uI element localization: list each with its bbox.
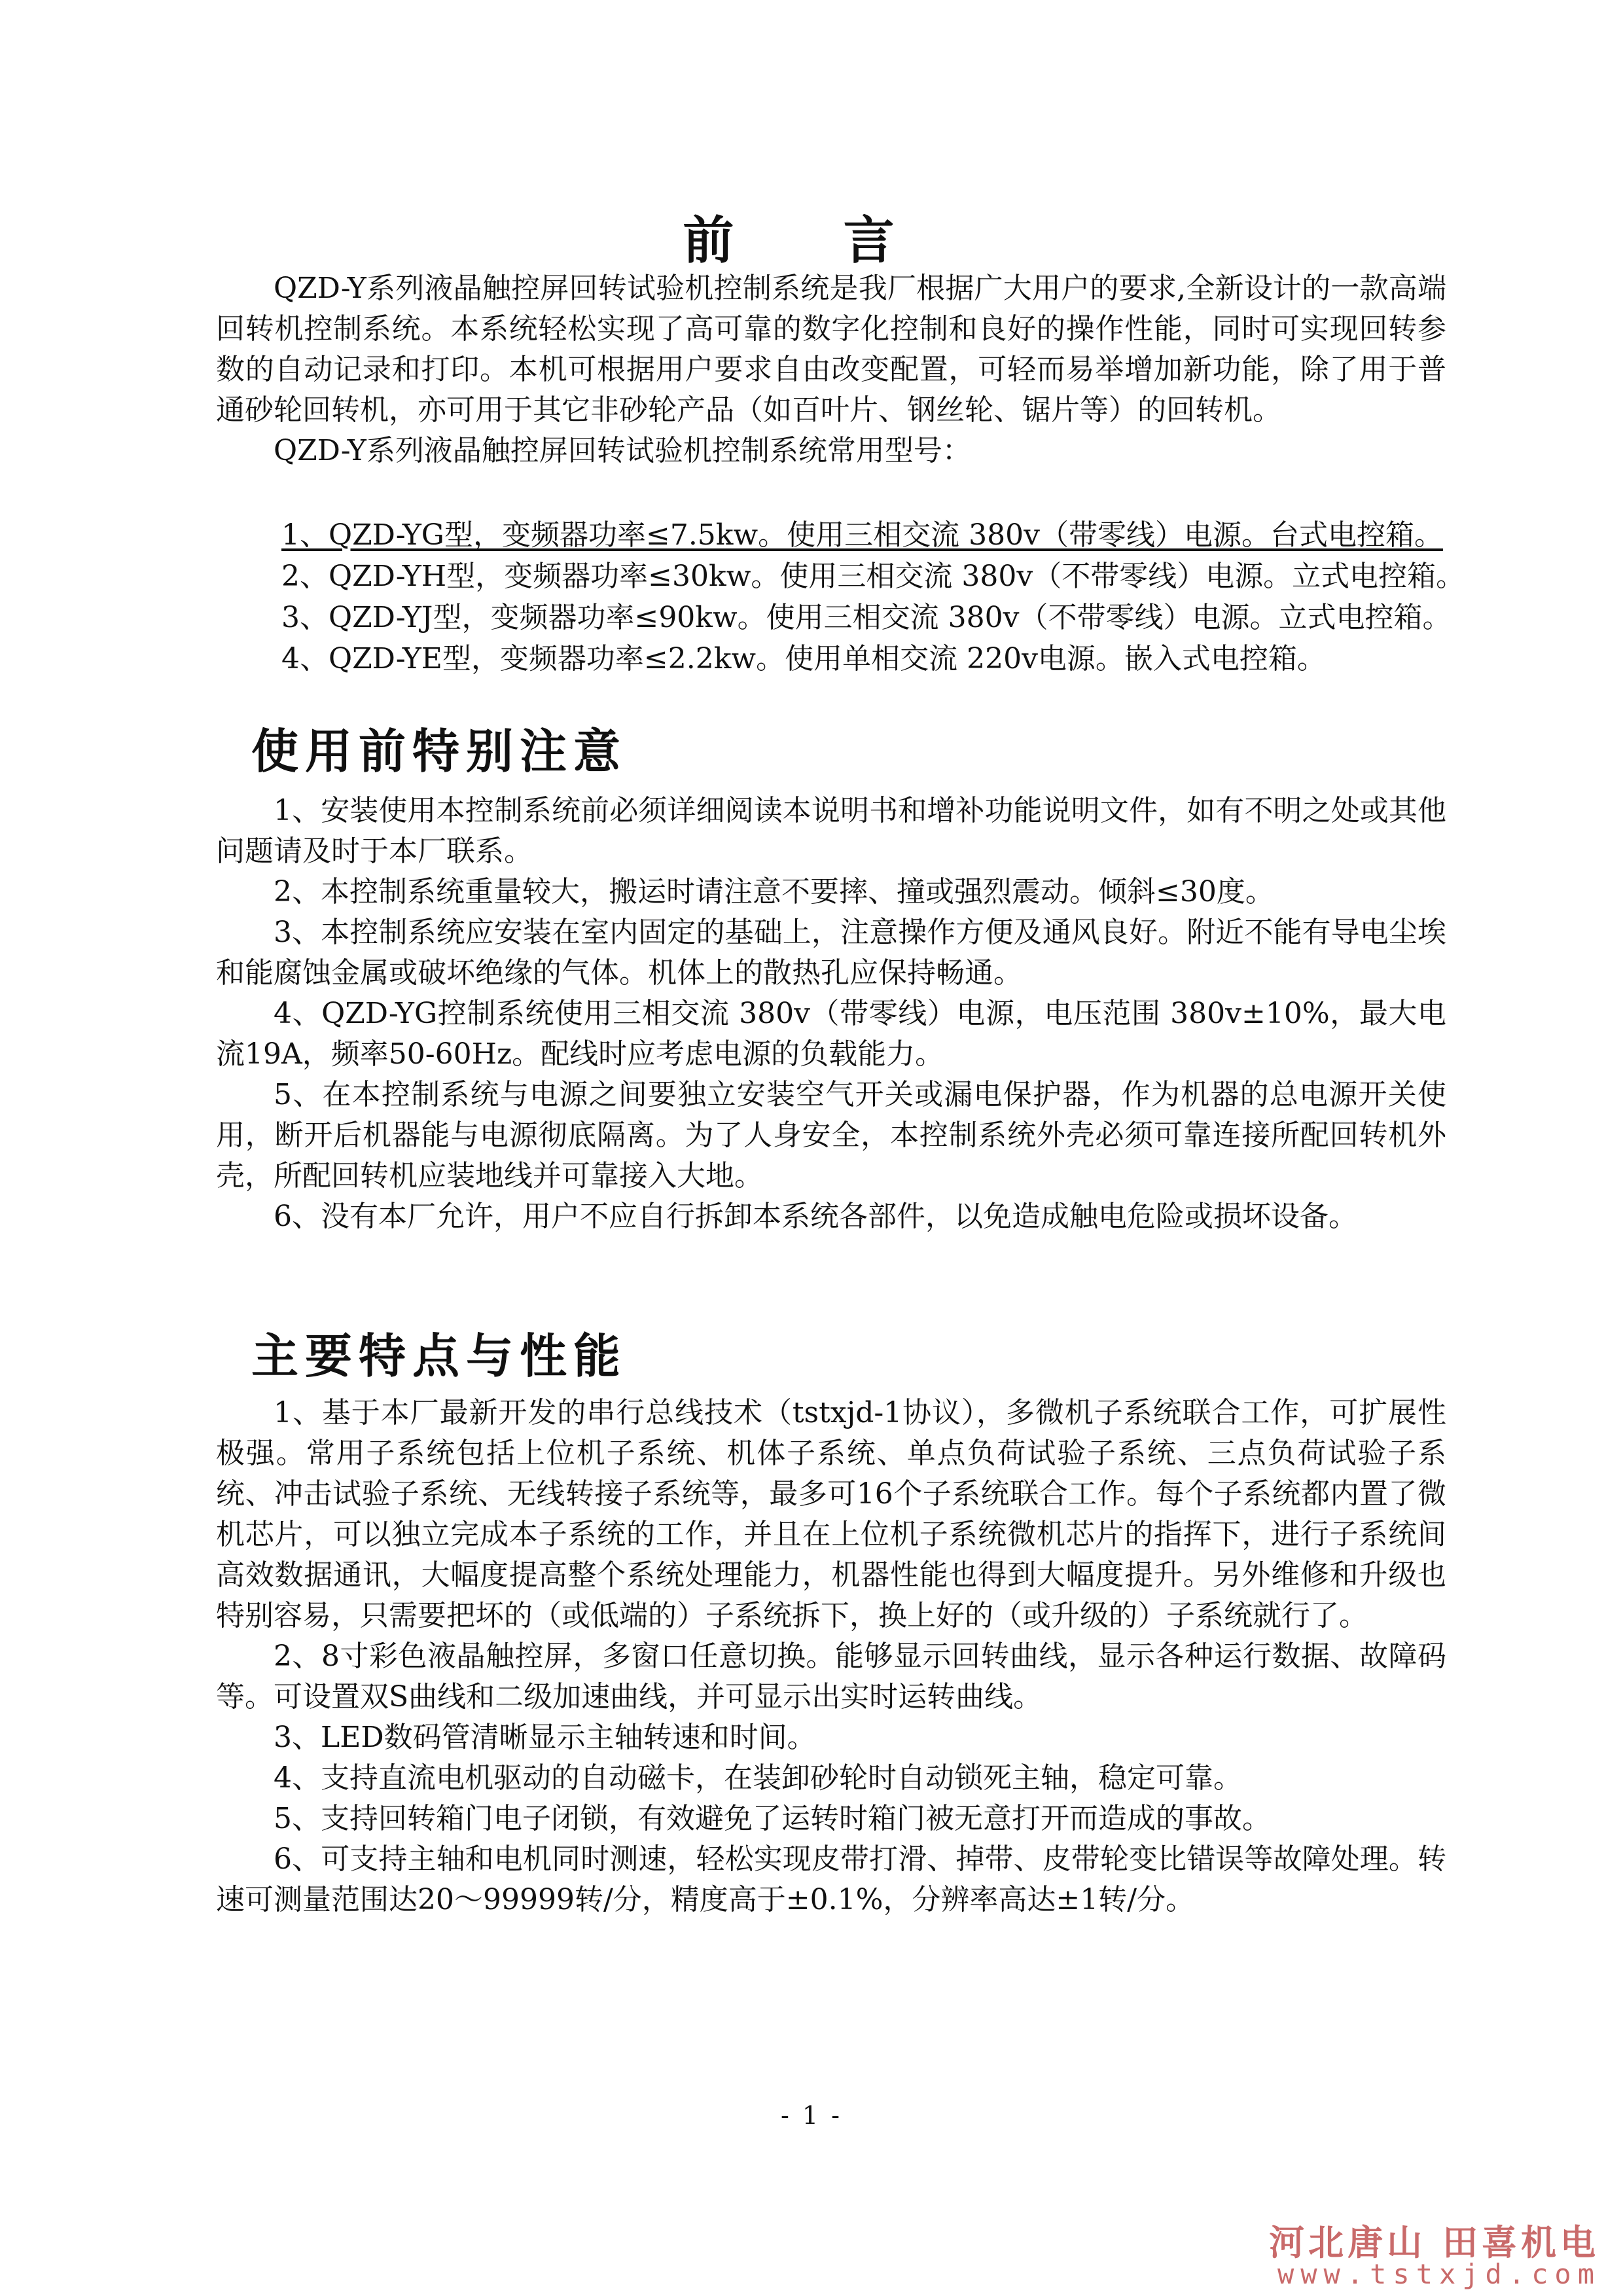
notice-item: 1、安装使用本控制系统前必须详细阅读本说明书和增补功能说明文件，如有不明之处或其他问题请及时于本厂联系。 [216, 794, 1446, 868]
intro-paragraph: QZD-Y系列液晶触控屏回转试验机控制系统是我厂根据广大用户的要求,全新设计的一款高端回转机控制系统。本系统轻松实现了高可靠的数字化控制和良好的操作性能，同时可实现回转参数的自动记录和打印。本机可根据用户要求自由改变配置，可轻而易举增加新功能，除了用于普通砂轮回转机，亦可用于其它非砂轮产品（如百叶片、钢丝轮、锯片等）的回转机。 [216, 272, 1446, 427]
model-item: 2、QZD-YH型，变频器功率≤30kw。使用三相交流 380v（不带零线）电源。立式电控箱。 [281, 560, 1465, 593]
model-item: 3、QZD-YJ型，变频器功率≤90kw。使用三相交流 380v（不带零线）电源。立式电控箱。 [281, 601, 1452, 634]
feature-item: 1、基于本厂最新开发的串行总线技术（tstxjd-1协议），多微机子系统联合工作，可扩展性极强。常用子系统包括上位机子系统、机体子系统、单点负荷试验子系统、三点负荷试验子系统、冲击试验子系统、无线转接子系统等，最多可16个子系统联合工作。每个子系统都内置了微机芯片，可以独立完成本子系统的工作，并且在上位机子系统微机芯片的指挥下，进行子系统间高效数据通讯，大幅度提高整个系统处理能力，机器性能也得到大幅度提升。另外维修和升级也特别容易，只需要把坏的（或低端的）子系统拆下，换上好的（或升级的）子系统就行了。 [216, 1396, 1446, 1632]
notice-item: 5、在本控制系统与电源之间要独立安装空气开关或漏电保护器，作为机器的总电源开关使用，断开后机器能与电源彻底隔离。为了人身安全，本控制系统外壳必须可靠连接所配回转机外壳，所配回转机应装地线并可靠接入大地。 [216, 1078, 1446, 1193]
notice-heading: 使用前特别注意 [251, 723, 628, 779]
notice-item: 2、本控制系统重量较大，搬运时请注意不要摔、撞或强烈震动。倾斜≤30度。 [274, 875, 1274, 908]
feature-item: 4、支持直流电机驱动的自动磁卡，在装卸砂轮时自动锁死主轴，稳定可靠。 [274, 1761, 1242, 1795]
brand-watermark: 河北唐山 田喜机电 [1269, 2221, 1599, 2263]
features-list [216, 1393, 1446, 1920]
model-item: 4、QZD-YE型，变频器功率≤2.2kw。使用单相交流 220v电源。嵌入式电控箱。 [281, 642, 1326, 675]
page-number: - 1 - [780, 2101, 842, 2130]
model-item: 1、QZD-YG型，变频器功率≤7.5kw。使用三相交流 380v（带零线）电源。台式电控箱。 [281, 518, 1443, 552]
notice-item: 4、QZD-YG控制系统使用三相交流 380v（带零线）电源，电压范围 380v±10%，最大电流19A，频率50-60Hz。配线时应考虑电源的负载能力。 [216, 997, 1446, 1071]
models-intro: QZD-Y系列液晶触控屏回转试验机控制系统常用型号： [274, 434, 971, 467]
features-heading: 主要特点与性能 [251, 1328, 628, 1384]
page-title: 前 言 [683, 211, 940, 270]
feature-item: 3、LED数码管清晰显示主轴转速和时间。 [274, 1721, 816, 1754]
feature-item: 6、可支持主轴和电机同时测速，轻松实现皮带打滑、掉带、皮带轮变比错误等故障处理。转速可测量范围达20～99999转/分，精度高于±0.1%，分辨率高达±1转/分。 [216, 1842, 1446, 1916]
feature-item: 2、8寸彩色液晶触控屏，多窗口任意切换。能够显示回转曲线，显示各种运行数据、故障码等。可设置双S曲线和二级加速曲线，并可显示出实时运转曲线。 [216, 1640, 1446, 1713]
notice-item: 3、本控制系统应安装在室内固定的基础上，注意操作方便及通风良好。附近不能有导电尘埃和能腐蚀金属或破坏绝缘的气体。机体上的散热孔应保持畅通。 [216, 916, 1446, 990]
model-list [216, 514, 1465, 679]
url-watermark: www.tstxjd.com [1277, 2258, 1601, 2290]
feature-item: 5、支持回转箱门电子闭锁，有效避免了运转时箱门被无意打开而造成的事故。 [274, 1802, 1271, 1835]
notice-list [216, 791, 1446, 1237]
intro-section [216, 268, 1446, 471]
notice-item: 6、没有本厂允许，用户不应自行拆卸本系统各部件，以免造成触电危险或损坏设备。 [274, 1200, 1357, 1233]
